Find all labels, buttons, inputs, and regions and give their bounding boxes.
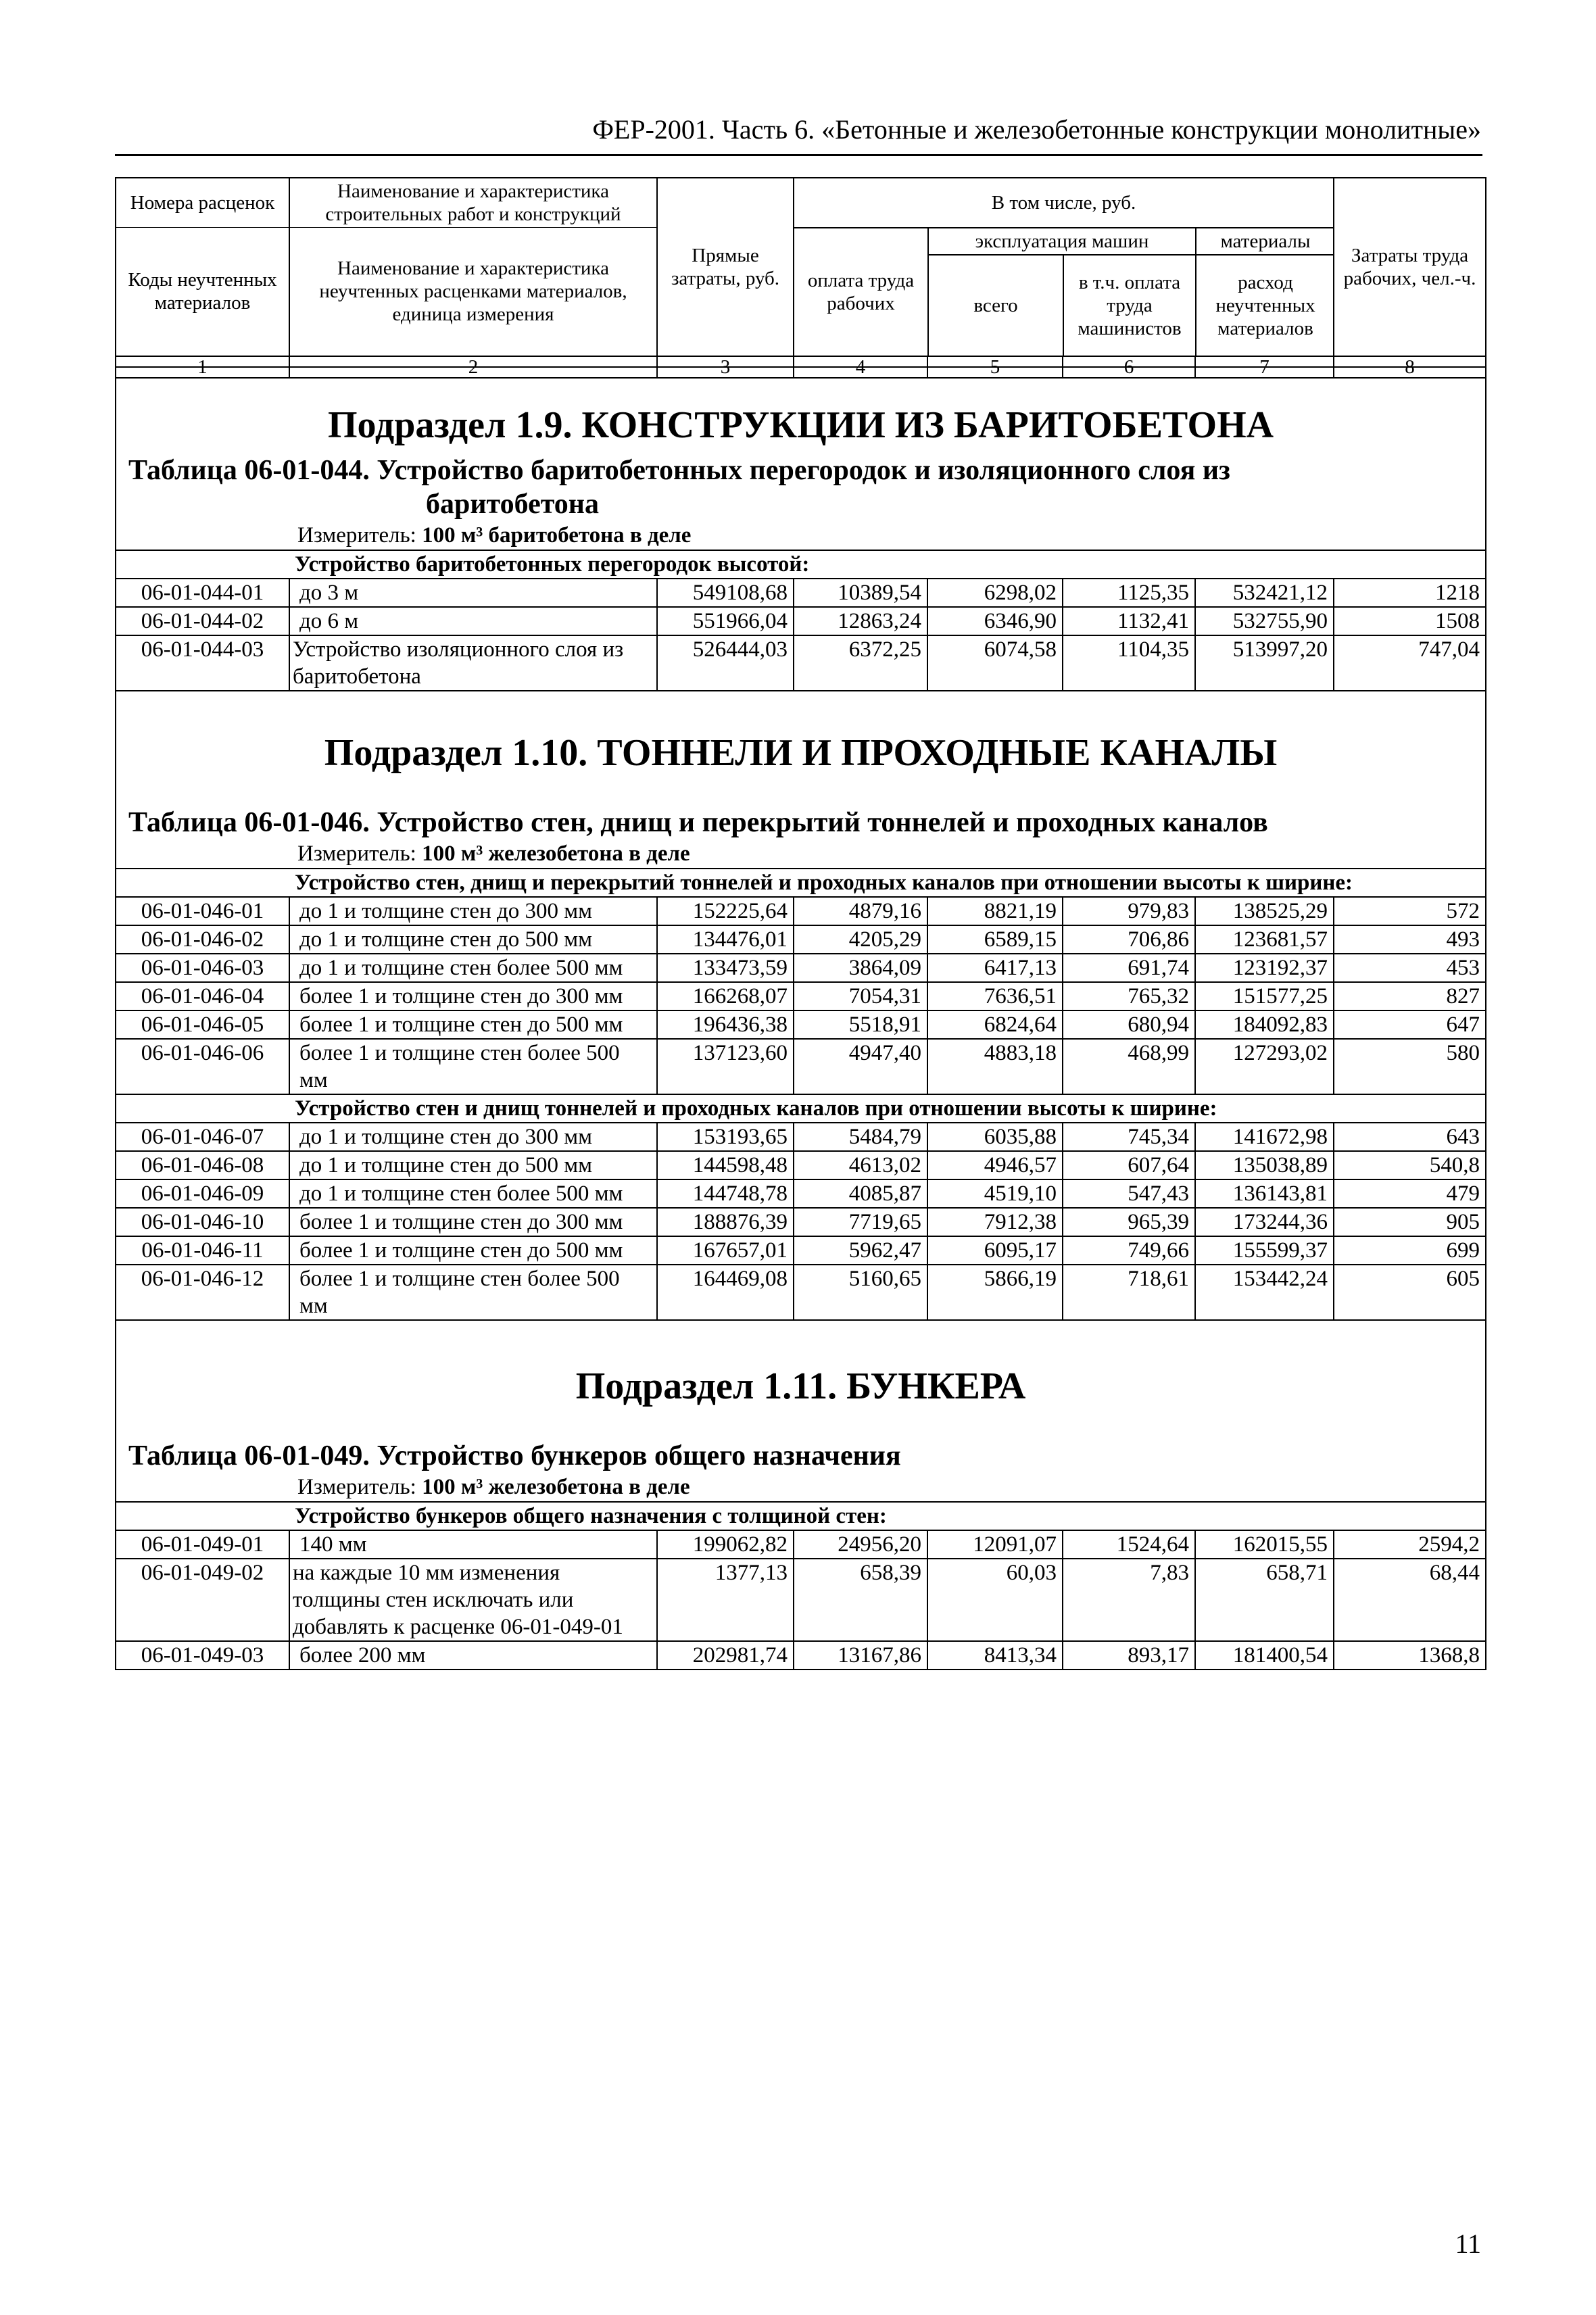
cost-value: 8821,19 bbox=[927, 897, 1063, 925]
cost-value: 7054,31 bbox=[794, 982, 927, 1010]
rate-code: 06-01-044-03 bbox=[116, 635, 289, 691]
cost-value: 5160,65 bbox=[794, 1265, 927, 1320]
cost-value: 540,8 bbox=[1334, 1151, 1486, 1179]
rate-description: более 1 и толщине стен до 300 мм bbox=[289, 1208, 657, 1236]
rate-description: до 1 и толщине стен до 500 мм bbox=[289, 925, 657, 954]
cost-value: 136143,81 bbox=[1195, 1179, 1334, 1208]
cost-value: 747,04 bbox=[1334, 635, 1486, 691]
rate-code: 06-01-044-02 bbox=[116, 607, 289, 635]
cost-value: 1377,13 bbox=[657, 1559, 794, 1641]
cost-value: 718,61 bbox=[1063, 1265, 1195, 1320]
group-header: Устройство баритобетонных перегородок высотой: bbox=[289, 550, 1486, 579]
cost-value: 164469,08 bbox=[657, 1265, 794, 1320]
col7-label: расход неучтенных материалов bbox=[1215, 271, 1315, 339]
cost-value: 167657,01 bbox=[657, 1236, 794, 1265]
cost-value: 493 bbox=[1334, 925, 1486, 954]
table-title: Таблица 06-01-049. Устройство бункеров общего назначения bbox=[128, 1440, 901, 1471]
cost-value: 153193,65 bbox=[657, 1123, 794, 1151]
col-number: 1 bbox=[116, 356, 289, 378]
cost-value: 133473,59 bbox=[657, 954, 794, 982]
table-row bbox=[116, 1123, 1486, 1151]
table-row bbox=[116, 982, 1486, 1010]
rate-code: 06-01-046-07 bbox=[116, 1123, 289, 1151]
table-row bbox=[116, 1236, 1486, 1265]
cost-value: 1368,8 bbox=[1334, 1641, 1486, 1670]
rate-code: 06-01-046-12 bbox=[116, 1265, 289, 1320]
table-row bbox=[116, 1039, 1486, 1094]
cost-value: 580 bbox=[1334, 1039, 1486, 1094]
cost-value: 691,74 bbox=[1063, 954, 1195, 982]
cost-value: 196436,38 bbox=[657, 1010, 794, 1039]
cost-value: 4883,18 bbox=[927, 1039, 1063, 1094]
cost-value: 547,43 bbox=[1063, 1179, 1195, 1208]
cost-value: 4205,29 bbox=[794, 925, 927, 954]
cost-value: 549108,68 bbox=[657, 579, 794, 607]
rate-code: 06-01-044-01 bbox=[116, 579, 289, 607]
cost-value: 153442,24 bbox=[1195, 1265, 1334, 1320]
col-number: 3 bbox=[657, 356, 794, 378]
rate-code: 06-01-046-08 bbox=[116, 1151, 289, 1179]
table-row bbox=[116, 1151, 1486, 1179]
cost-value: 127293,02 bbox=[1195, 1039, 1334, 1094]
cost-value: 60,03 bbox=[927, 1559, 1063, 1641]
cost-value: 1104,35 bbox=[1063, 635, 1195, 691]
rate-code: 06-01-046-09 bbox=[116, 1179, 289, 1208]
cost-value: 4879,16 bbox=[794, 897, 927, 925]
col2-bottom-label: Наименование и характеристика неучтенных расценками материалов, единица измерения bbox=[289, 228, 657, 356]
meter-line: Измеритель: 100 м³ железобетона в деле bbox=[297, 842, 690, 866]
cost-value: 162015,55 bbox=[1195, 1530, 1334, 1559]
table-row bbox=[116, 607, 1486, 635]
cost-value: 144598,48 bbox=[657, 1151, 794, 1179]
cost-value: 6824,64 bbox=[927, 1010, 1063, 1039]
rate-code: 06-01-046-05 bbox=[116, 1010, 289, 1039]
cost-value: 6346,90 bbox=[927, 607, 1063, 635]
table-row bbox=[116, 635, 1486, 691]
cost-value: 5484,79 bbox=[794, 1123, 927, 1151]
cost-value: 1125,35 bbox=[1063, 579, 1195, 607]
cost-value: 4613,02 bbox=[794, 1151, 927, 1179]
table-title: Таблица 06-01-044. Устройство баритобетонных перегородок и изоляционного слоя из баритобетона bbox=[128, 455, 1230, 520]
col-number: 6 bbox=[1063, 356, 1195, 378]
col3-label: Прямые затраты, руб. bbox=[657, 178, 794, 356]
rate-code: 06-01-049-03 bbox=[116, 1641, 289, 1670]
cost-value: 184092,83 bbox=[1195, 1010, 1334, 1039]
cost-value: 513997,20 bbox=[1195, 635, 1334, 691]
rate-description: более 1 и толщине стен более 500 мм bbox=[289, 1265, 657, 1320]
group-header: Устройство бункеров общего назначения с толщиной стен: bbox=[289, 1502, 1486, 1530]
cost-value: 605 bbox=[1334, 1265, 1486, 1320]
rate-description: более 1 и толщине стен до 300 мм bbox=[289, 982, 657, 1010]
cost-value: 144748,78 bbox=[657, 1179, 794, 1208]
cost-value: 2594,2 bbox=[1334, 1530, 1486, 1559]
cost-value: 706,86 bbox=[1063, 925, 1195, 954]
col-number: 2 bbox=[289, 356, 657, 378]
table-title: Таблица 06-01-046. Устройство стен, днищ и перекрытий тоннелей и проходных каналов bbox=[128, 807, 1268, 838]
cost-value: 13167,86 bbox=[794, 1641, 927, 1670]
col-number: 4 bbox=[794, 356, 927, 378]
rate-code: 06-01-046-01 bbox=[116, 897, 289, 925]
cost-value: 532755,90 bbox=[1195, 607, 1334, 635]
rate-description: 140 мм bbox=[289, 1530, 657, 1559]
section-title: Подраздел 1.10. ТОННЕЛИ И ПРОХОДНЫЕ КАНАЛЫ bbox=[324, 732, 1278, 774]
col6-label: в т.ч. оплата труда машинистов bbox=[1063, 255, 1196, 356]
cost-value: 4947,40 bbox=[794, 1039, 927, 1094]
rate-code: 06-01-046-02 bbox=[116, 925, 289, 954]
cost-value: 7636,51 bbox=[927, 982, 1063, 1010]
rate-code: 06-01-046-06 bbox=[116, 1039, 289, 1094]
rate-description: до 1 и толщине стен более 500 мм bbox=[289, 1179, 657, 1208]
rate-description: до 1 и толщине стен более 500 мм bbox=[289, 954, 657, 982]
meter-line: Измеритель: 100 м³ железобетона в деле bbox=[297, 1475, 690, 1499]
cost-value: 68,44 bbox=[1334, 1559, 1486, 1641]
rate-code: 06-01-046-03 bbox=[116, 954, 289, 982]
table-row bbox=[116, 579, 1486, 607]
cost-value: 6298,02 bbox=[927, 579, 1063, 607]
table-row bbox=[116, 1179, 1486, 1208]
cost-value: 905 bbox=[1334, 1208, 1486, 1236]
section-title: Подраздел 1.11. БУНКЕРА bbox=[575, 1365, 1026, 1407]
rate-description: более 1 и толщине стен более 500 мм bbox=[289, 1039, 657, 1094]
page-header: ФЕР-2001. Часть 6. «Бетонные и железобетонные конструкции монолитные» bbox=[592, 114, 1481, 145]
cost-value: 138525,29 bbox=[1195, 897, 1334, 925]
cost-value: 134476,01 bbox=[657, 925, 794, 954]
cost-value: 6372,25 bbox=[794, 635, 927, 691]
group-header: Устройство стен и днищ тоннелей и проходных каналов при отношении высоты к ширине: bbox=[289, 1094, 1486, 1123]
cost-value: 979,83 bbox=[1063, 897, 1195, 925]
cost-value: 6074,58 bbox=[927, 635, 1063, 691]
cost-value: 551966,04 bbox=[657, 607, 794, 635]
cost-value: 745,34 bbox=[1063, 1123, 1195, 1151]
cost-value: 607,64 bbox=[1063, 1151, 1195, 1179]
col-number: 8 bbox=[1334, 356, 1486, 378]
cost-value: 123681,57 bbox=[1195, 925, 1334, 954]
header-rule bbox=[115, 154, 1482, 156]
cost-value: 199062,82 bbox=[657, 1530, 794, 1559]
cost-value: 680,94 bbox=[1063, 1010, 1195, 1039]
cost-value: 12863,24 bbox=[794, 607, 927, 635]
rate-code: 06-01-049-01 bbox=[116, 1530, 289, 1559]
cost-value: 965,39 bbox=[1063, 1208, 1195, 1236]
cost-value: 7,83 bbox=[1063, 1559, 1195, 1641]
cost-value: 6417,13 bbox=[927, 954, 1063, 982]
cost-value: 1524,64 bbox=[1063, 1530, 1195, 1559]
cost-value: 6035,88 bbox=[927, 1123, 1063, 1151]
rate-code: 06-01-046-11 bbox=[116, 1236, 289, 1265]
col8-label: Затраты труда рабочих, чел.-ч. bbox=[1334, 178, 1486, 356]
rate-code: 06-01-046-10 bbox=[116, 1208, 289, 1236]
table-row bbox=[116, 1265, 1486, 1320]
cost-value: 4519,10 bbox=[927, 1179, 1063, 1208]
cost-value: 479 bbox=[1334, 1179, 1486, 1208]
page-number: 11 bbox=[1455, 2228, 1481, 2259]
group-label: В том числе, руб. bbox=[794, 178, 1334, 228]
meter-line: Измеритель: 100 м³ баритобетона в деле bbox=[297, 523, 692, 547]
table-row bbox=[116, 1530, 1486, 1559]
cost-value: 151577,25 bbox=[1195, 982, 1334, 1010]
table-row bbox=[116, 925, 1486, 954]
cost-value: 202981,74 bbox=[657, 1641, 794, 1670]
cost-value: 152225,64 bbox=[657, 897, 794, 925]
cost-value: 181400,54 bbox=[1195, 1641, 1334, 1670]
col2-top-label: Наименование и характеристика строительных работ и конструкций bbox=[289, 178, 657, 228]
cost-value: 643 bbox=[1334, 1123, 1486, 1151]
cost-value: 7912,38 bbox=[927, 1208, 1063, 1236]
table-row bbox=[116, 1208, 1486, 1236]
table-row bbox=[116, 897, 1486, 925]
cost-value: 5962,47 bbox=[794, 1236, 927, 1265]
rate-code: 06-01-049-02 bbox=[116, 1559, 289, 1641]
cost-value: 3864,09 bbox=[794, 954, 927, 982]
cost-value: 827 bbox=[1334, 982, 1486, 1010]
cost-value: 765,32 bbox=[1063, 982, 1195, 1010]
cost-value: 1218 bbox=[1334, 579, 1486, 607]
cost-value: 10389,54 bbox=[794, 579, 927, 607]
rate-description: до 6 м bbox=[289, 607, 657, 635]
cost-value: 699 bbox=[1334, 1236, 1486, 1265]
cost-value: 532421,12 bbox=[1195, 579, 1334, 607]
cost-value: 4946,57 bbox=[927, 1151, 1063, 1179]
table-row bbox=[116, 954, 1486, 982]
cost-value: 526444,03 bbox=[657, 635, 794, 691]
rate-description: до 1 и толщине стен до 500 мм bbox=[289, 1151, 657, 1179]
cost-value: 6589,15 bbox=[927, 925, 1063, 954]
cost-value: 647 bbox=[1334, 1010, 1486, 1039]
machines-label: эксплуатация машин bbox=[928, 228, 1196, 255]
section-title: Подраздел 1.9. КОНСТРУКЦИИ ИЗ БАРИТОБЕТОНА bbox=[327, 404, 1274, 446]
rate-description: более 200 мм bbox=[289, 1641, 657, 1670]
cost-value: 4085,87 bbox=[794, 1179, 927, 1208]
table-row bbox=[116, 1641, 1486, 1670]
cost-value: 123192,37 bbox=[1195, 954, 1334, 982]
rate-code: 06-01-046-04 bbox=[116, 982, 289, 1010]
group-header: Устройство стен, днищ и перекрытий тоннелей и проходных каналов при отношении высоты к ширине: bbox=[289, 869, 1486, 897]
cost-value: 141672,98 bbox=[1195, 1123, 1334, 1151]
cost-value: 188876,39 bbox=[657, 1208, 794, 1236]
col-number: 7 bbox=[1195, 356, 1334, 378]
cost-value: 8413,34 bbox=[927, 1641, 1063, 1670]
cost-value: 6095,17 bbox=[927, 1236, 1063, 1265]
rate-description: до 3 м bbox=[289, 579, 657, 607]
rate-description: более 1 и толщине стен до 500 мм bbox=[289, 1010, 657, 1039]
rate-description: Устройство изоляционного слоя из баритобетона bbox=[289, 635, 657, 691]
cost-value: 658,39 bbox=[794, 1559, 927, 1641]
col-number: 5 bbox=[927, 356, 1063, 378]
cost-value: 658,71 bbox=[1195, 1559, 1334, 1641]
col4-label: оплата труда рабочих bbox=[794, 228, 928, 356]
rate-description: до 1 и толщине стен до 300 мм bbox=[289, 1123, 657, 1151]
cost-value: 137123,60 bbox=[657, 1039, 794, 1094]
cost-value: 5518,91 bbox=[794, 1010, 927, 1039]
cost-value: 155599,37 bbox=[1195, 1236, 1334, 1265]
cost-value: 1508 bbox=[1334, 607, 1486, 635]
cost-value: 5866,19 bbox=[927, 1265, 1063, 1320]
rate-description: более 1 и толщине стен до 500 мм bbox=[289, 1236, 657, 1265]
rate-description: на каждые 10 мм изменения толщины стен исключать или добавлять к расценке 06-01-049-01 bbox=[289, 1559, 657, 1641]
cost-value: 7719,65 bbox=[794, 1208, 927, 1236]
cost-value: 453 bbox=[1334, 954, 1486, 982]
column-header-table bbox=[115, 177, 1486, 379]
cost-value: 173244,36 bbox=[1195, 1208, 1334, 1236]
cost-value: 166268,07 bbox=[657, 982, 794, 1010]
col1-bottom-label: Коды неучтенных материалов bbox=[116, 228, 289, 356]
table-row bbox=[116, 1010, 1486, 1039]
cost-value: 135038,89 bbox=[1195, 1151, 1334, 1179]
col5-label: всего bbox=[928, 255, 1063, 356]
col1-top-label: Номера расценок bbox=[116, 178, 289, 228]
rate-description: до 1 и толщине стен до 300 мм bbox=[289, 897, 657, 925]
cost-value: 572 bbox=[1334, 897, 1486, 925]
cost-value: 24956,20 bbox=[794, 1530, 927, 1559]
cost-value: 749,66 bbox=[1063, 1236, 1195, 1265]
rates-table bbox=[115, 366, 1486, 1670]
materials-label: материалы bbox=[1196, 228, 1334, 255]
cost-value: 893,17 bbox=[1063, 1641, 1195, 1670]
cost-value: 12091,07 bbox=[927, 1530, 1063, 1559]
cost-value: 1132,41 bbox=[1063, 607, 1195, 635]
table-row bbox=[116, 1559, 1486, 1641]
cost-value: 468,99 bbox=[1063, 1039, 1195, 1094]
